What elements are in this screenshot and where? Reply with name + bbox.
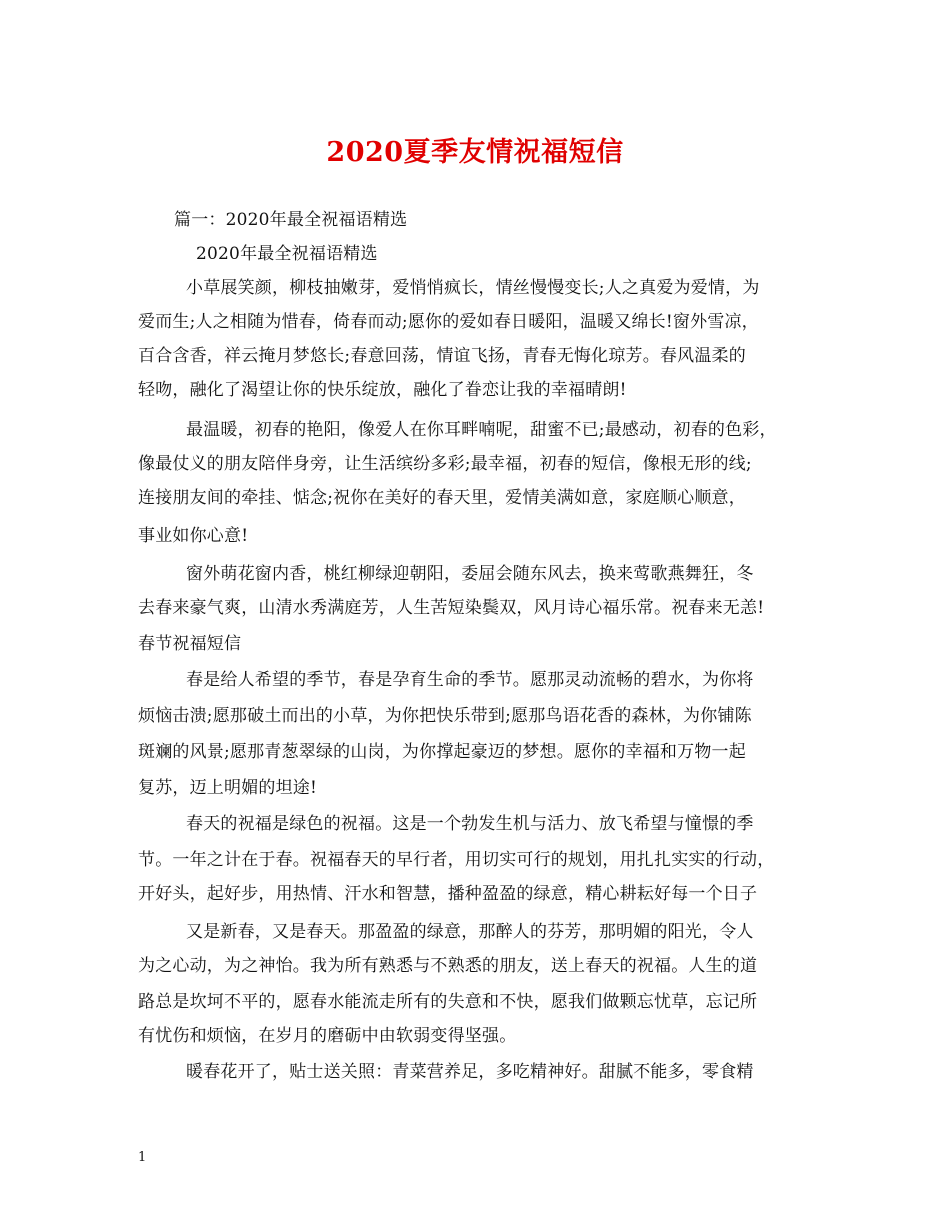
paragraph-line: 春天的祝福是绿色的祝福。这是一个勃发生机与活力、放飞希望与憧憬的季 (186, 814, 754, 834)
paragraph-line: 复苏，迈上明媚的坦途! (138, 778, 318, 798)
paragraph-line: 春节祝福短信 (138, 634, 242, 654)
paragraph-line: 又是新春，又是春天。那盈盈的绿意，那醉人的芬芳，那明媚的阳光，令人 (186, 922, 754, 942)
paragraph-line: 轻吻，融化了渴望让你的快乐绽放，融化了眷恋让我的幸福晴朗! (138, 380, 627, 400)
section-heading: 篇一：2020年最全祝福语精选 (174, 210, 408, 230)
paragraph-line: 最温暖，初春的艳阳，像爱人在你耳畔喃呢，甜蜜不已;最感动，初春的色彩， (186, 420, 777, 440)
paragraph-line: 节。一年之计在于春。祝福春天的早行者，用切实可行的规划，用扎扎实实的行动， (138, 850, 775, 870)
paragraph-line: 小草展笑颜，柳枝抽嫩芽，爱悄悄疯长，情丝慢慢变长;人之真爱为爱情，为 (186, 278, 760, 298)
document-title: 2020夏季友情祝福短信 (326, 137, 624, 168)
paragraph-line: 爱而生;人之相随为惜春，倚春而动;愿你的爱如春日暖阳，温暖又绵长!窗外雪凉， (138, 312, 759, 332)
paragraph-line: 暖春花开了，贴士送关照：青菜营养足，多吃精神好。甜腻不能多，零食精 (186, 1062, 754, 1082)
paragraph-line: 像最仗义的朋友陪伴身旁，让生活缤纷多彩;最幸福，初春的短信，像根无形的线; (138, 454, 752, 474)
paragraph-line: 为之心动，为之神怡。我为所有熟悉与不熟悉的朋友，送上春天的祝福。人生的道 (138, 956, 758, 976)
paragraph-line: 事业如你心意! (138, 526, 249, 546)
paragraph-line: 开好头，起好步，用热情、汗水和智慧，播种盈盈的绿意，精心耕耘好每一个日子 (138, 884, 758, 904)
paragraph-line: 窗外萌花窗内香，桃红柳绿迎朝阳，委屈会随东风去，换来莺歌燕舞狂，冬 (186, 564, 754, 584)
paragraph-line: 有忧伤和烦恼，在岁月的磨砺中由软弱变得坚强。 (138, 1026, 517, 1046)
paragraph-line: 斑斓的风景;愿那青葱翠绿的山岗，为你撑起豪迈的梦想。愿你的幸福和万物一起 (138, 742, 746, 762)
paragraph-line: 百合含香，祥云掩月梦悠长;春意回荡，情谊飞扬，青春无悔化琼芳。春风温柔的 (138, 346, 746, 366)
paragraph-line: 烦恼击溃;愿那破土而出的小草，为你把快乐带到;愿那鸟语花香的森林，为你铺陈 (138, 706, 752, 726)
paragraph-line: 连接朋友间的牵挂、惦念;祝你在美好的春天里，爱情美满如意，家庭顺心顺意， (138, 488, 746, 508)
page-number: 1 (138, 1150, 147, 1165)
paragraph-line: 路总是坎坷不平的，愿春水能流走所有的失意和不快，愿我们做颗忘忧草，忘记所 (138, 992, 758, 1012)
paragraph-line: 去春来豪气爽，山清水秀满庭芳，人生苦短染鬓双，风月诗心福乐常。祝春来无恙! (138, 598, 765, 618)
subheading: 2020年最全祝福语精选 (196, 244, 378, 264)
paragraph-line: 春是给人希望的季节，春是孕育生命的季节。愿那灵动流畅的碧水，为你将 (186, 670, 754, 690)
